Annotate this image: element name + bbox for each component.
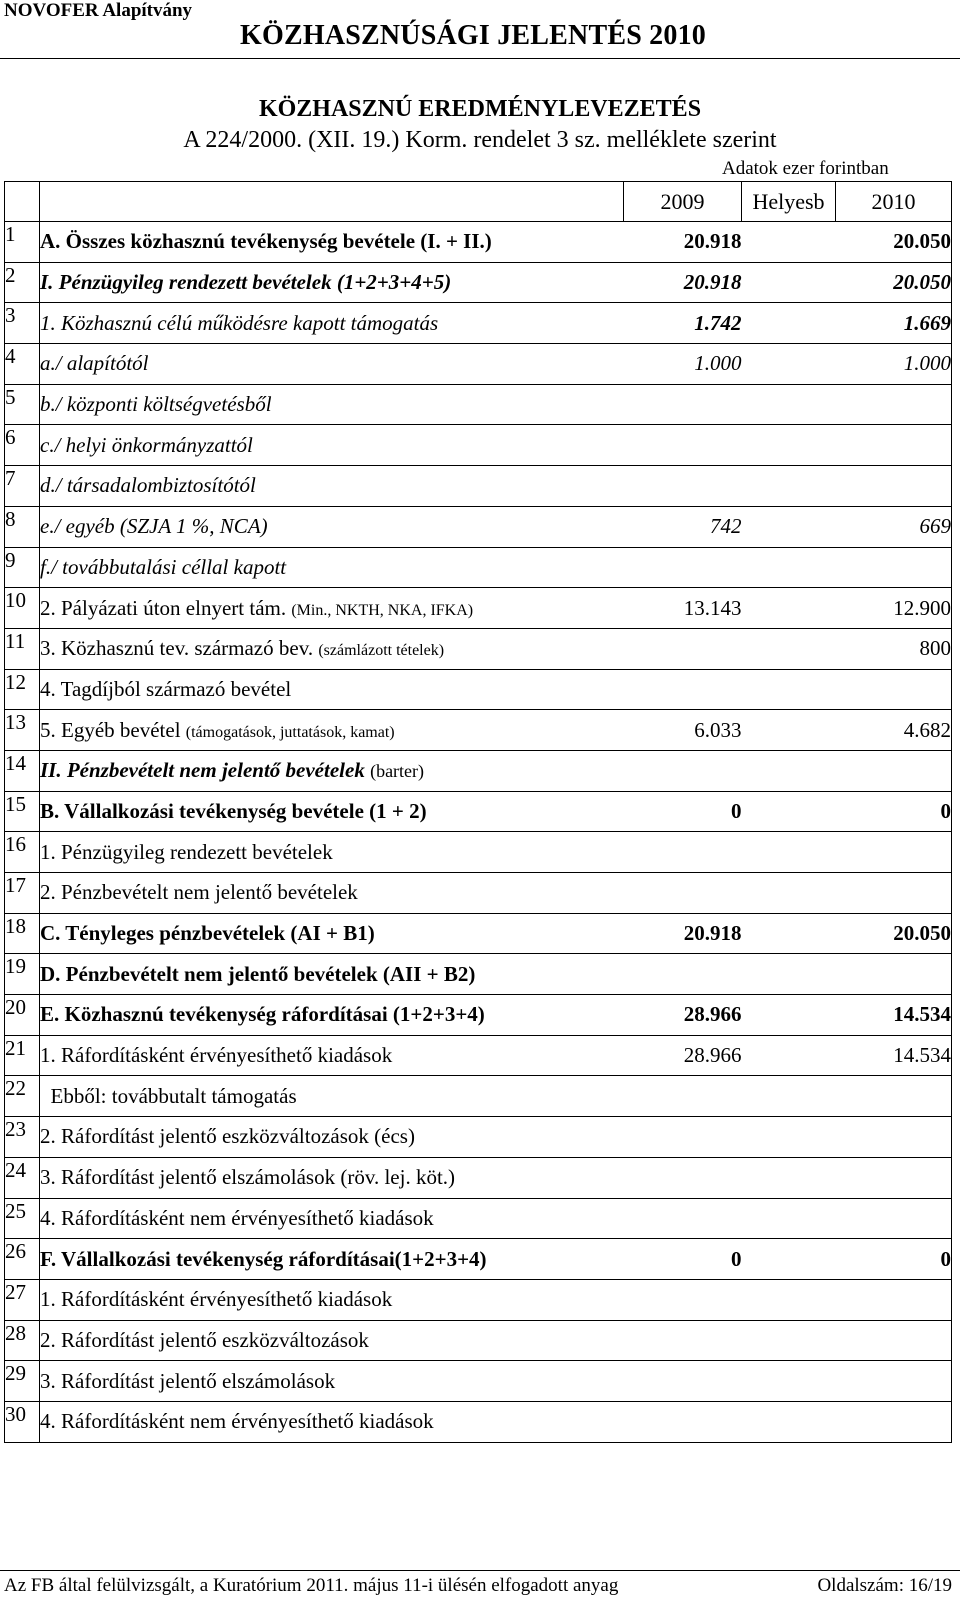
row-label: F. Vállalkozási tevékenység ráfordításai(1+2+3+4)	[40, 1246, 487, 1271]
value-2010: 1.669	[836, 303, 952, 344]
value-2009: 28.966	[624, 995, 742, 1036]
table-row	[5, 913, 952, 954]
row-label: C. Tényleges pénzbevételek (AI + B1)	[40, 921, 375, 946]
row-label-cell	[40, 1035, 624, 1076]
row-label: 3. Ráfordítást jelentő elszámolások	[40, 1368, 336, 1393]
table-row	[5, 954, 952, 995]
row-label: A. Összes közhasznú tevékenység bevétele (I. + II.)	[40, 229, 492, 254]
value-2010	[836, 1117, 952, 1158]
table-row	[5, 1117, 952, 1158]
value-helyesb	[742, 1035, 836, 1076]
row-label: e./ egyéb (SZJA 1 %, NCA)	[40, 514, 268, 539]
value-2009: 0	[624, 1239, 742, 1280]
row-note: (számlázott tételek)	[318, 642, 445, 660]
table-header-row	[5, 182, 952, 222]
row-label: 4. Ráfordításként nem érvényesíthető kiadások	[40, 1409, 434, 1434]
row-label-cell	[40, 832, 624, 873]
row-label: 2. Ráfordítást jelentő eszközváltozások (écs)	[40, 1124, 415, 1149]
row-label-cell	[40, 750, 624, 791]
value-2010	[836, 1401, 952, 1442]
value-helyesb	[742, 628, 836, 669]
row-label: d./ társadalombiztosítótól	[40, 473, 256, 498]
row-label: 1. Ráfordításként érvényesíthető kiadások	[40, 1043, 393, 1068]
value-2009	[624, 1320, 742, 1361]
row-label: 2. Ráfordítást jelentő eszközváltozások	[40, 1327, 369, 1352]
value-helyesb	[742, 832, 836, 873]
row-label: 3. Ráfordítást jelentő elszámolások (röv. lej. köt.)	[40, 1165, 456, 1190]
value-helyesb	[742, 1361, 836, 1402]
row-label: I. Pénzügyileg rendezett bevételek (1+2+3+4+5)	[40, 270, 452, 295]
row-number: 20	[5, 995, 40, 1036]
table-row	[5, 1320, 952, 1361]
value-2010: 800	[836, 628, 952, 669]
value-2009	[624, 832, 742, 873]
table-row	[5, 303, 952, 344]
table-row	[5, 995, 952, 1036]
value-helyesb	[742, 425, 836, 466]
table-row	[5, 710, 952, 751]
value-2010	[836, 425, 952, 466]
row-note: (Min., NKTH, NKA, IFKA)	[291, 601, 474, 619]
table-row	[5, 1076, 952, 1117]
table-row	[5, 1157, 952, 1198]
row-label: 1. Pénzügyileg rendezett bevételek	[40, 839, 333, 864]
value-helyesb	[742, 384, 836, 425]
value-2010: 12.900	[836, 588, 952, 629]
value-helyesb	[742, 344, 836, 385]
value-helyesb	[742, 995, 836, 1036]
table-row	[5, 547, 952, 588]
value-2010	[836, 384, 952, 425]
value-2009	[624, 425, 742, 466]
row-number: 28	[5, 1320, 40, 1361]
value-helyesb	[742, 669, 836, 710]
row-label-cell	[40, 1198, 624, 1239]
row-label: E. Közhasznú tevékenység ráfordításai (1+2+3+4)	[40, 1002, 485, 1027]
value-2009: 28.966	[624, 1035, 742, 1076]
table-row	[5, 1401, 952, 1442]
value-2010	[836, 750, 952, 791]
value-2009: 6.033	[624, 710, 742, 751]
table-row	[5, 628, 952, 669]
row-label: 5. Egyéb bevétel	[40, 717, 181, 742]
value-2009	[624, 669, 742, 710]
row-number: 30	[5, 1401, 40, 1442]
value-2010	[836, 1198, 952, 1239]
row-label-cell	[40, 384, 624, 425]
value-helyesb	[742, 588, 836, 629]
value-helyesb	[742, 1198, 836, 1239]
row-label: II. Pénzbevételt nem jelentő bevételek	[40, 758, 365, 783]
value-2009: 742	[624, 506, 742, 547]
table-row	[5, 466, 952, 507]
row-label-cell	[40, 1117, 624, 1158]
value-helyesb	[742, 710, 836, 751]
value-2010	[836, 832, 952, 873]
table-row	[5, 222, 952, 263]
row-label-cell	[40, 547, 624, 588]
row-number: 4	[5, 344, 40, 385]
value-helyesb	[742, 1076, 836, 1117]
row-label-cell	[40, 1361, 624, 1402]
row-number: 27	[5, 1279, 40, 1320]
row-note: (barter)	[370, 761, 425, 782]
row-number: 2	[5, 262, 40, 303]
value-2009	[624, 384, 742, 425]
row-label: 4. Ráfordításként nem érvényesíthető kiadások	[40, 1205, 434, 1230]
row-label: B. Vállalkozási tevékenység bevétele (1 + 2)	[40, 798, 427, 823]
value-2009: 1.742	[624, 303, 742, 344]
value-2010: 20.050	[836, 222, 952, 263]
value-2010	[836, 669, 952, 710]
table-row	[5, 384, 952, 425]
value-2009	[624, 954, 742, 995]
value-helyesb	[742, 262, 836, 303]
row-label-cell	[40, 954, 624, 995]
value-helyesb	[742, 506, 836, 547]
value-helyesb	[742, 750, 836, 791]
value-2009	[624, 628, 742, 669]
value-2009: 20.918	[624, 262, 742, 303]
row-label: D. Pénzbevételt nem jelentő bevételek (AII + B2)	[40, 961, 476, 986]
value-helyesb	[742, 913, 836, 954]
row-label-cell	[40, 669, 624, 710]
value-helyesb	[742, 547, 836, 588]
table-row	[5, 1198, 952, 1239]
value-helyesb	[742, 1157, 836, 1198]
row-number: 22	[5, 1076, 40, 1117]
value-helyesb	[742, 222, 836, 263]
value-2009	[624, 1157, 742, 1198]
row-number: 9	[5, 547, 40, 588]
header-num-cell	[5, 182, 40, 222]
row-label: 1. Ráfordításként érvényesíthető kiadások	[40, 1287, 393, 1312]
value-helyesb	[742, 1401, 836, 1442]
row-label: Ebből: továbbutalt támogatás	[40, 1083, 297, 1108]
row-number: 15	[5, 791, 40, 832]
row-label-cell	[40, 1401, 624, 1442]
value-2010: 669	[836, 506, 952, 547]
row-number: 26	[5, 1239, 40, 1280]
row-number: 13	[5, 710, 40, 751]
row-label-cell	[40, 506, 624, 547]
row-number: 5	[5, 384, 40, 425]
row-label-cell	[40, 995, 624, 1036]
table-row	[5, 1035, 952, 1076]
value-2009	[624, 466, 742, 507]
row-label: 2. Pályázati úton elnyert tám.	[40, 595, 287, 620]
row-number: 8	[5, 506, 40, 547]
row-number: 12	[5, 669, 40, 710]
table-row	[5, 1239, 952, 1280]
row-number: 7	[5, 466, 40, 507]
row-label: 4. Tagdíjból származó bevétel	[40, 676, 292, 701]
table-row	[5, 750, 952, 791]
value-helyesb	[742, 1320, 836, 1361]
table-row	[5, 425, 952, 466]
table-row	[5, 506, 952, 547]
row-label-cell	[40, 344, 624, 385]
column-header-2010: 2010	[836, 182, 952, 222]
row-label: f./ továbbutalási céllal kapott	[40, 554, 287, 579]
column-header-2009: 2009	[624, 182, 742, 222]
value-helyesb	[742, 1117, 836, 1158]
row-label-cell	[40, 1157, 624, 1198]
value-2009: 1.000	[624, 344, 742, 385]
value-2009	[624, 1198, 742, 1239]
document-subtitle: A 224/2000. (XII. 19.) Korm. rendelet 3 sz. melléklete szerint	[183, 127, 777, 153]
document-title: KÖZHASZNÚ EREDMÉNYLEVEZETÉS	[258, 96, 702, 122]
table-row	[5, 262, 952, 303]
row-number: 16	[5, 832, 40, 873]
row-label-cell	[40, 262, 624, 303]
row-number: 11	[5, 628, 40, 669]
row-note: (támogatások, juttatások, kamat)	[185, 723, 395, 741]
unit-note: Adatok ezer forintban	[722, 158, 889, 179]
value-helyesb	[742, 954, 836, 995]
table-row	[5, 1361, 952, 1402]
row-number: 1	[5, 222, 40, 263]
row-number: 19	[5, 954, 40, 995]
value-helyesb	[742, 466, 836, 507]
value-2009: 20.918	[624, 222, 742, 263]
row-label-cell	[40, 1279, 624, 1320]
footer-page-number: Oldalszám: 16/19	[817, 1575, 952, 1596]
value-helyesb	[742, 873, 836, 914]
value-helyesb	[742, 791, 836, 832]
table-row	[5, 791, 952, 832]
value-2010: 1.000	[836, 344, 952, 385]
row-label: c./ helyi önkormányzattól	[40, 432, 253, 457]
row-label: 2. Pénzbevételt nem jelentő bevételek	[40, 880, 358, 905]
table-row	[5, 832, 952, 873]
value-helyesb	[742, 303, 836, 344]
value-2009	[624, 750, 742, 791]
value-helyesb	[742, 1279, 836, 1320]
row-number: 6	[5, 425, 40, 466]
organization-name: NOVOFER Alapítvány	[4, 0, 193, 21]
table-row	[5, 669, 952, 710]
value-2010	[836, 1361, 952, 1402]
value-2010	[836, 1279, 952, 1320]
value-2010: 0	[836, 1239, 952, 1280]
row-label-cell	[40, 303, 624, 344]
footer-approval-note: Az FB által felülvizsgált, a Kuratórium 2011. május 11-i ülésén elfogadott anyag	[4, 1575, 619, 1596]
header-divider	[0, 58, 960, 59]
row-label-cell	[40, 466, 624, 507]
value-2010	[836, 1076, 952, 1117]
row-number: 17	[5, 873, 40, 914]
row-label: 3. Közhasznú tev. származó bev.	[40, 636, 314, 661]
header-label-cell	[40, 182, 624, 222]
table-row	[5, 588, 952, 629]
row-label-cell	[40, 1239, 624, 1280]
row-label: a./ alapítótól	[40, 351, 149, 376]
value-2010	[836, 873, 952, 914]
row-number: 25	[5, 1198, 40, 1239]
value-2010: 14.534	[836, 1035, 952, 1076]
value-2009: 20.918	[624, 913, 742, 954]
value-2009: 0	[624, 791, 742, 832]
row-label-cell	[40, 425, 624, 466]
value-helyesb	[742, 1239, 836, 1280]
row-label: 1. Közhasznú célú működésre kapott támogatás	[40, 310, 439, 335]
row-number: 18	[5, 913, 40, 954]
report-title: KÖZHASZNÚSÁGI JELENTÉS 2010	[240, 20, 706, 51]
row-number: 10	[5, 588, 40, 629]
value-2009	[624, 1076, 742, 1117]
value-2009: 13.143	[624, 588, 742, 629]
row-number: 14	[5, 750, 40, 791]
row-label-cell	[40, 913, 624, 954]
column-header-helyesb: Helyesb	[742, 182, 836, 222]
value-2010: 0	[836, 791, 952, 832]
table-row	[5, 1279, 952, 1320]
value-2010	[836, 1157, 952, 1198]
value-2010	[836, 466, 952, 507]
value-2009	[624, 547, 742, 588]
row-number: 3	[5, 303, 40, 344]
row-label-cell	[40, 1076, 624, 1117]
footer-divider	[0, 1570, 960, 1571]
value-2009	[624, 1361, 742, 1402]
row-label-cell	[40, 222, 624, 263]
value-2010	[836, 547, 952, 588]
row-number: 23	[5, 1117, 40, 1158]
row-label-cell	[40, 628, 624, 669]
row-number: 21	[5, 1035, 40, 1076]
row-number: 29	[5, 1361, 40, 1402]
row-label-cell	[40, 791, 624, 832]
value-2010	[836, 1320, 952, 1361]
row-label-cell	[40, 710, 624, 751]
results-table	[4, 181, 952, 1443]
value-2010: 4.682	[836, 710, 952, 751]
row-label: b./ központi költségvetésből	[40, 392, 272, 417]
value-2010: 14.534	[836, 995, 952, 1036]
table-row	[5, 344, 952, 385]
value-2009	[624, 1279, 742, 1320]
value-2010: 20.050	[836, 262, 952, 303]
value-2010: 20.050	[836, 913, 952, 954]
value-2010	[836, 954, 952, 995]
value-2009	[624, 1401, 742, 1442]
value-2009	[624, 1117, 742, 1158]
row-label-cell	[40, 1320, 624, 1361]
row-number: 24	[5, 1157, 40, 1198]
row-label-cell	[40, 588, 624, 629]
table-row	[5, 873, 952, 914]
row-label-cell	[40, 873, 624, 914]
value-2009	[624, 873, 742, 914]
